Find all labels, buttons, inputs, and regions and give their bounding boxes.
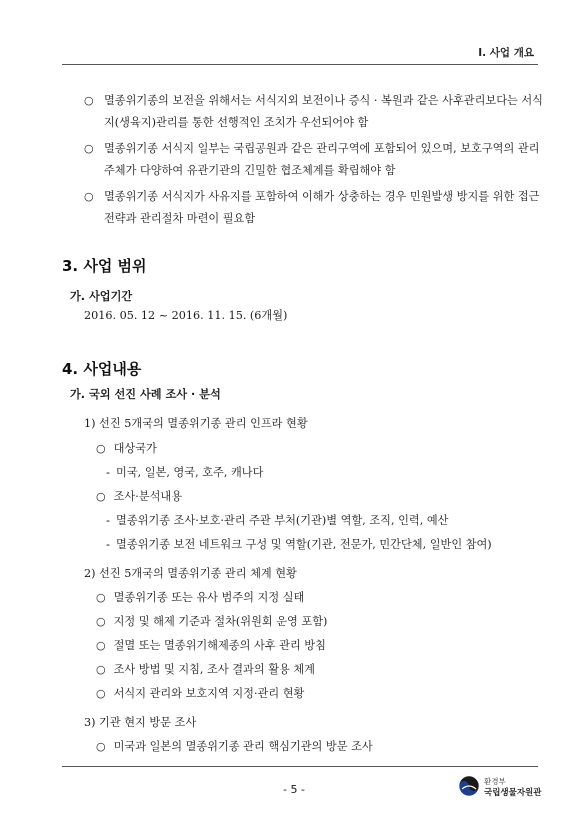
item-1-dash-2: - 멸종위기종 조사·보호·관리 주관 부처(기관)별 역할, 조직, 인력, 예산 [106, 514, 449, 527]
ministry-logo [458, 775, 548, 799]
item-2-circle-1: ○ 멸종위기종 또는 유사 범주의 지정 실태 [96, 591, 305, 604]
item-3-circle-1: ○ 미국과 일본의 멸종위기종 관리 핵심기관의 방문 조사 [96, 740, 373, 753]
circle-bullet-icon: ○ [96, 663, 106, 676]
item-2-circle-5: ○ 서식지 관리와 보호지역 지정·관리 현황 [96, 687, 305, 700]
circle-bullet-icon: ○ [96, 591, 106, 604]
header-rule [62, 64, 538, 65]
bullet-text: 멸종위기종 서식지 일부는 국립공원과 같은 관리구역에 포함되어 있으며, 보호구역의 관리 주체가 다양하여 유관기관의 긴밀한 협조체계를 확립해야 함 [104, 142, 540, 177]
section-4-subtitle: 가. 국외 선진 사례 조사 · 분석 [70, 388, 221, 401]
item-2-circle-3: ○ 절멸 또는 멸종위기해제종의 사후 관리 방침 [96, 639, 326, 652]
intro-bullet-1 [84, 90, 544, 134]
circle-bullet-icon: ○ [96, 442, 106, 455]
section-3-title: 3. 사업 범위 [62, 257, 147, 275]
circle-bullet-icon: ○ [96, 740, 106, 753]
intro-bullet-3 [84, 186, 544, 230]
circle-bullet-icon: ○ [84, 94, 94, 107]
logo-top-text: 환경부 [484, 777, 506, 786]
circle-bullet-icon: ○ [96, 615, 106, 628]
item-1-circle-1: ○ 대상국가 [96, 442, 157, 455]
dash-bullet-icon: - [106, 538, 111, 551]
dash-bullet-icon: - [106, 514, 111, 527]
dash-bullet-icon: - [106, 466, 111, 479]
item-1-title: 1) 선진 5개국의 멸종위기종 관리 인프라 현황 [84, 417, 308, 430]
page-number: - 5 - [283, 783, 305, 796]
intro-bullet-2 [84, 138, 544, 182]
circle-bullet-icon: ○ [96, 639, 106, 652]
section-4-title: 4. 사업내용 [62, 360, 142, 378]
circle-bullet-icon: ○ [96, 687, 106, 700]
item-2-circle-4: ○ 조사 방법 및 지침, 조사 결과의 활용 체계 [96, 663, 315, 676]
logo-bottom-text: 국립생물자원관 [484, 788, 542, 798]
circle-bullet-icon: ○ [84, 142, 94, 155]
item-1-dash-1: - 미국, 일본, 영국, 호주, 캐나다 [106, 466, 264, 479]
circle-bullet-icon: ○ [96, 490, 106, 503]
item-2-circle-2: ○ 지정 및 해제 기준과 절차(위원회 운영 포함) [96, 615, 328, 628]
section-3-subtitle: 가. 사업기간 [70, 290, 133, 303]
bullet-text: 멸종위기종의 보전을 위해서는 서식지외 보전이나 증식 · 복원과 같은 사후관리보다는 서식 지(생육지)관리를 통한 선행적인 조치가 우선되어야 함 [104, 94, 543, 129]
bullet-text: 멸종위기종 서식지가 사유지를 포함하여 이해가 상충하는 경우 민원발생 방지를 위한 접근 전략과 관리절차 마련이 필요함 [104, 190, 540, 225]
item-1-dash-3: - 멸종위기종 보전 네트워크 구성 및 역할(기관, 전문가, 민간단체, 일반인 참여) [106, 538, 492, 551]
circle-bullet-icon: ○ [84, 190, 94, 203]
project-period: 2016. 05. 12 ~ 2016. 11. 15. (6개월) [84, 309, 288, 322]
header-title: Ⅰ. 사업 개요 [478, 47, 534, 59]
item-1-circle-2: ○ 조사·분석내용 [96, 490, 183, 503]
item-3-title: 3) 기관 현지 방문 조사 [84, 716, 197, 729]
footer-rule [62, 766, 538, 767]
taegeuk-logo-icon [458, 775, 480, 797]
item-2-title: 2) 선진 5개국의 멸종위기종 관리 체계 현황 [84, 567, 297, 580]
